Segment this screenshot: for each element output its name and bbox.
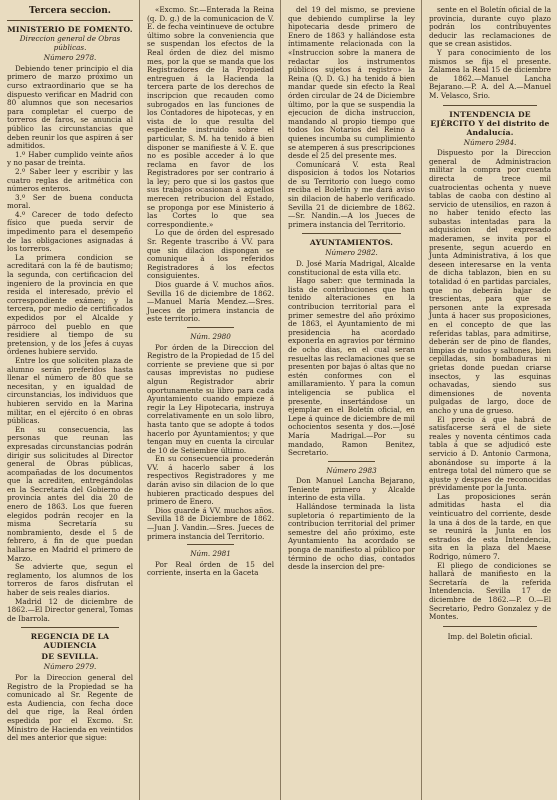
paragraph: Entre los que soliciten plaza de alumno serán preferidos hasta llenar el número de 80 que se necesitan, y en igualdad de circunstancias, los individuos que hubieren servido en la Marina militar, en el ejército ó en obras públicas. [7, 355, 133, 426]
notice-number: Número 2978. [43, 53, 97, 63]
regencia-heading: REGENCIA DE LA AUDIENCIA [30, 632, 110, 651]
notice-number: Número 2979. [43, 662, 97, 672]
paragraph: Debiendo tener principio el dia primero de marzo próximo un curso extraordinario que se ha dispuesto verificar en Madrid con 80 alumnos que son necesarios para completar el cuerpo de torreros de faros, se anuncia al público las circunstancias que deben reunir los que aspiren á ser admitidos. [7, 63, 133, 151]
divider [21, 627, 119, 628]
notice-number: Núm. 2981 [190, 549, 231, 559]
printer-footer: Imp. del Boletin oficial. [447, 631, 533, 641]
paragraph: del 19 del mismo, se previene que debiendo cumplirse la ley hipotecaria desde primero de Enero de 1863 y hallándose esta íntimamente relacionada con la «Instruccion sobre la manera de redactar los instrumentos públicos sujetos á registro» la Reina (Q. D. G.) ha tenido á bien mandar quede sin efecto la Real órden circular de 24 de Diciembre último, por la que se suspendia la ejecucion de dicha instruccion, mandando al propio tiempo que todos los Notarios del Reino á quienes incumba su cumplimiento se atemperen á sus prescripciones desde el 25 del presente mes. [288, 5, 415, 161]
signature: Madrid 12 de diciembre de 1862.—El Director general, Tomas de Ibarrola. [7, 596, 133, 623]
ministry-heading: MINISTERIO DE FOMENTO. [7, 25, 133, 34]
column-3 [281, 0, 422, 800]
paragraph: D. José María Madrigal, Alcalde constitucional de esta villa etc. [288, 259, 415, 277]
regencia-heading-sub: DE SEVILLA. [41, 652, 99, 662]
paragraph: 3.º Ser de buena conducta moral. [7, 192, 133, 211]
paragraph: Hallándose terminada la lista supletoria ó repartimiento de la contribucion territorial del primer semestre del año próximo, este Ayuntamiento ha acordado se ponga de manifiesto al público por término de ocho dias, contados desde la insercion del pre- [288, 502, 415, 572]
paragraph: Dios guarde á V. muchos años. Sevilla 16 de diciembre de 1862.—Manuel María Mendez.—Sres. Jueces de primera instancia de este territorio. [147, 280, 274, 324]
paragraph: sente en el Boletín oficial de la provincia, durante cuyo plazo podrán los contribuyentes deducir las reclamaciones de que se crean asistidos. [429, 5, 551, 49]
paragraph: Se advierte que, segun el reglamento, los alumnos de los torreros de faros disfrutan el haber de seis reales diarios. [7, 562, 133, 597]
column-2 [140, 0, 281, 800]
paragraph: Dios guarde á VV. muchos años. Sevilla 18 de Diciembre de 1862.—Juan J. Vandin.—Sres. Jueces de primera instancia del Territorio. [147, 505, 274, 541]
paragraph: Dispuesto por la Direccion general de Administracion militar la compra por cuenta directa de trece mil cuatrocientas ochenta y nueve tablas de caoba con destino al servicio de utensilios, en razon á no haber tenido efecto las subastas intentadas para la adquisicion del expresado maderamen, se invita por el presente, segun acuerdo en Junta Administrativa, á los que deseen interesarse en la venta de dicha tablazon, bien en su totalidad ó en partidas parciales, que no deberán bajar de trescientas, para que se personen ante la expresada Junta á hacer sus proposiciones, en el concepto de que las referidas tablas, para admitirse, deberán ser de pino de flandes, limpias de nudos y saltones, bien cepilladas, sin bombaduras ni grietas donde puedan criarse insectos, y las esquinas ochavadas, siendo sus dimensiones de noventa pulgadas de largo, doce de ancho y una de grueso. [429, 148, 551, 415]
notice-number: Núm. 2980 [190, 331, 231, 341]
divider [443, 105, 537, 106]
paragraph: Por la Direccion general del Registro de la Propiedad se ha comunicado al Sr. Regente de esta Audiencia, con fecha doce del que rige, la Real órden espedida por el Excmo. Sr. Ministro de Hacienda en veintidos del mes anterior que sigue: [7, 672, 133, 743]
paragraph: Por órden de la Direccion del Registro de la Propiedad de 15 del corriente se previene que si por causas imprevistas no pudiese algun Registrador abrir oportunamente su libro para cada Ayuntamiento cuando empieze á regir la Ley Hipotecaria, instruya correlativamente en un solo libro, hasta tanto que se adopte á todos hacerlo por Ayuntamientos; y que tengan muy en cuenta la circular de 10 de Setiembre último. [147, 342, 274, 455]
paragraph: Las proposiciones serán admitidas hasta el dia veinticuatro del corriente, desde la una á dos de la tarde, en que se reunirá la Junta en los estrados de esta Intendencia, sita en la plaza del Maese Rodrigo, número 7. [429, 491, 551, 562]
paragraph: La primera condicion se acreditará con la fé de bautismo; la segunda, con certificacion del ingeniero de la provincia en que resida el interesado, prévio el correspondiente exámen; y la tercera, por medio de certificados expedidos por el Alcalde y párroco del pueblo en que residiere al tiempo de su pretension, y de los Jefes á cuyas órdenes hubiere servido. [7, 252, 133, 357]
paragraph: «Excmo. Sr.—Enterada la Reina (q. D. g.) de la comunicacion de V. E. de fecha veintinueve de octubre último sobre la conveniencia que se suspendan los efectos de la Real órden de diez del mismo mes, por la que se manda que los Registradores de la Propiedad entreguen á la Hacienda la tercera parte de los derechos de inscripcion que recauden como subrogados en las funciones de los Contadores de hipotecas, y en vista de lo que resulta del espediente instruido sobre el particular, S. M. ha tenido á bien disponer se manifieste á V. E. que no es posible acceder á lo que reclama en favor de los Registradores por ser contrario á la ley; pero que si los gastos que sus trabajos ocasionan á aquellos merecen retribucion del Estado, se proponga por ese Ministerio á las Cortes lo que sea correspondiente.» [147, 5, 274, 229]
paragraph: En su consecuencia procederán VV. á hacerlo saber á los respectivos Registradores y me darán aviso sin dilacion de lo que hubieren practicado despues del primero de Enero. [147, 454, 274, 507]
divider [443, 626, 537, 627]
column-4 [422, 0, 557, 800]
ayuntamientos-heading: AYUNTAMIENTOS. [309, 238, 394, 248]
paragraph: Don Manuel Lancha Bejarano, Teniente primero y Alcalde interino de esta villa. [288, 476, 415, 503]
divider [187, 327, 234, 328]
paragraph: El precio á que habrá de satisfacerse será el de siete reales y noventa céntimos cada tabla á que se adjudicó este servicio á D. Antonio Carmona, abonándose su importe á la entrega total del número que se ajuste y despues de reconocidas prévidamente por la Junta. [429, 414, 551, 493]
paragraph: Hago saber: que terminada la lista de contribuciones que han tenido alteraciones en la contribucion territorial para el primer semestre del año próximo de 1863, el Ayuntamiento de mi presidencia ha acordado exponerla en agravios por término de ocho dias, en el cual seran resueltas las reclamaciones que se presenten por bajas ó altas que no estén conformes con el amillaramiento. Y para la comun inteligencia se publica el presente, insertándose un ejemplar en el Boletín oficial, en Lepe á quince de diciembre de mil ochocientos sesenta y dos.—José María Madrigal.—Por su mandado, Ramon Benitez, Secretario. [288, 276, 415, 458]
paragraph: Por Real órden de 15 del corriente, inserta en la Gaceta [147, 559, 274, 578]
paragraph: 1.º Haber cumplido veinte años y no pasar de treinta. [7, 149, 133, 168]
notice-number: Número 2984. [463, 137, 517, 147]
notice-number: Número 2982. [325, 248, 378, 258]
paragraph: En su consecuencia, las personas que reunan las expresadas circunstancias podrán dirigir sus solicitudes al Director general de Obras públicas, acompañadas de los documentos que la acrediten, entregándolas en la Secretaría del Gobierno de provincia antes del dia 20 de enero de 1863. Los que fueren elegidos podrán recojer en la misma Secretaría su nombramiento, desde el 5 de febrero, á fin de que puedan hallarse en Madrid el primero de Marzo. [7, 424, 133, 563]
section-title: Tercera seccion. [7, 6, 133, 21]
paragraph: Lo que de órden del espresado Sr. Regente trascribo á VV. para que sin dilacion dispongan se comunique á los referidos Registradores á los efectos consiguientes. [147, 228, 274, 281]
paragraph: Y para conocimiento de los mismos se fija el presente. Zalamea la Real 15 de diciembre de 1862.—Manuel Lancha Bejarano.—P. A. del A.—Manuel M. Velasco, Srio. [429, 47, 551, 100]
notice-number: Número 2983 [326, 465, 377, 475]
paragraph: Comunícará V. esta Real disposicion á todos los Notarios de su Territorio con luego como reciba el Boletín y me dará aviso sin dilacion de haberlo verificado. Sevilla 21 de diciembre de 1862.—Sr. Nandin.—A los Jueces de primera instancia del Territorio. [288, 159, 415, 229]
divider [302, 233, 401, 234]
paragraph: El pliego de condiciones se hallará de manifiesto en la Secretaría de la referida Intendencia. Sevilla 17 de diciembre de 1862.—P. O.—El Secretario, Pedro Gonzalez y de Montes. [429, 560, 551, 622]
paragraph: 4.º Carecer de todo defecto físico que pueda servir de impedimento para el desempeño de las obligaciones asignadas á los torreros. [7, 209, 133, 254]
column-1 [0, 0, 140, 800]
intendencia-heading: INTENDENCIA DE EJÉRCITO Y del distrito de Andalucía. [430, 109, 550, 137]
direction-subheading: Direccion general de Obras públicas. [19, 34, 121, 52]
paragraph: 2.º Saber leer y escribir y las cuatro reglas de aritmética con números enteros. [7, 166, 133, 194]
divider [187, 544, 234, 545]
divider [328, 461, 375, 462]
